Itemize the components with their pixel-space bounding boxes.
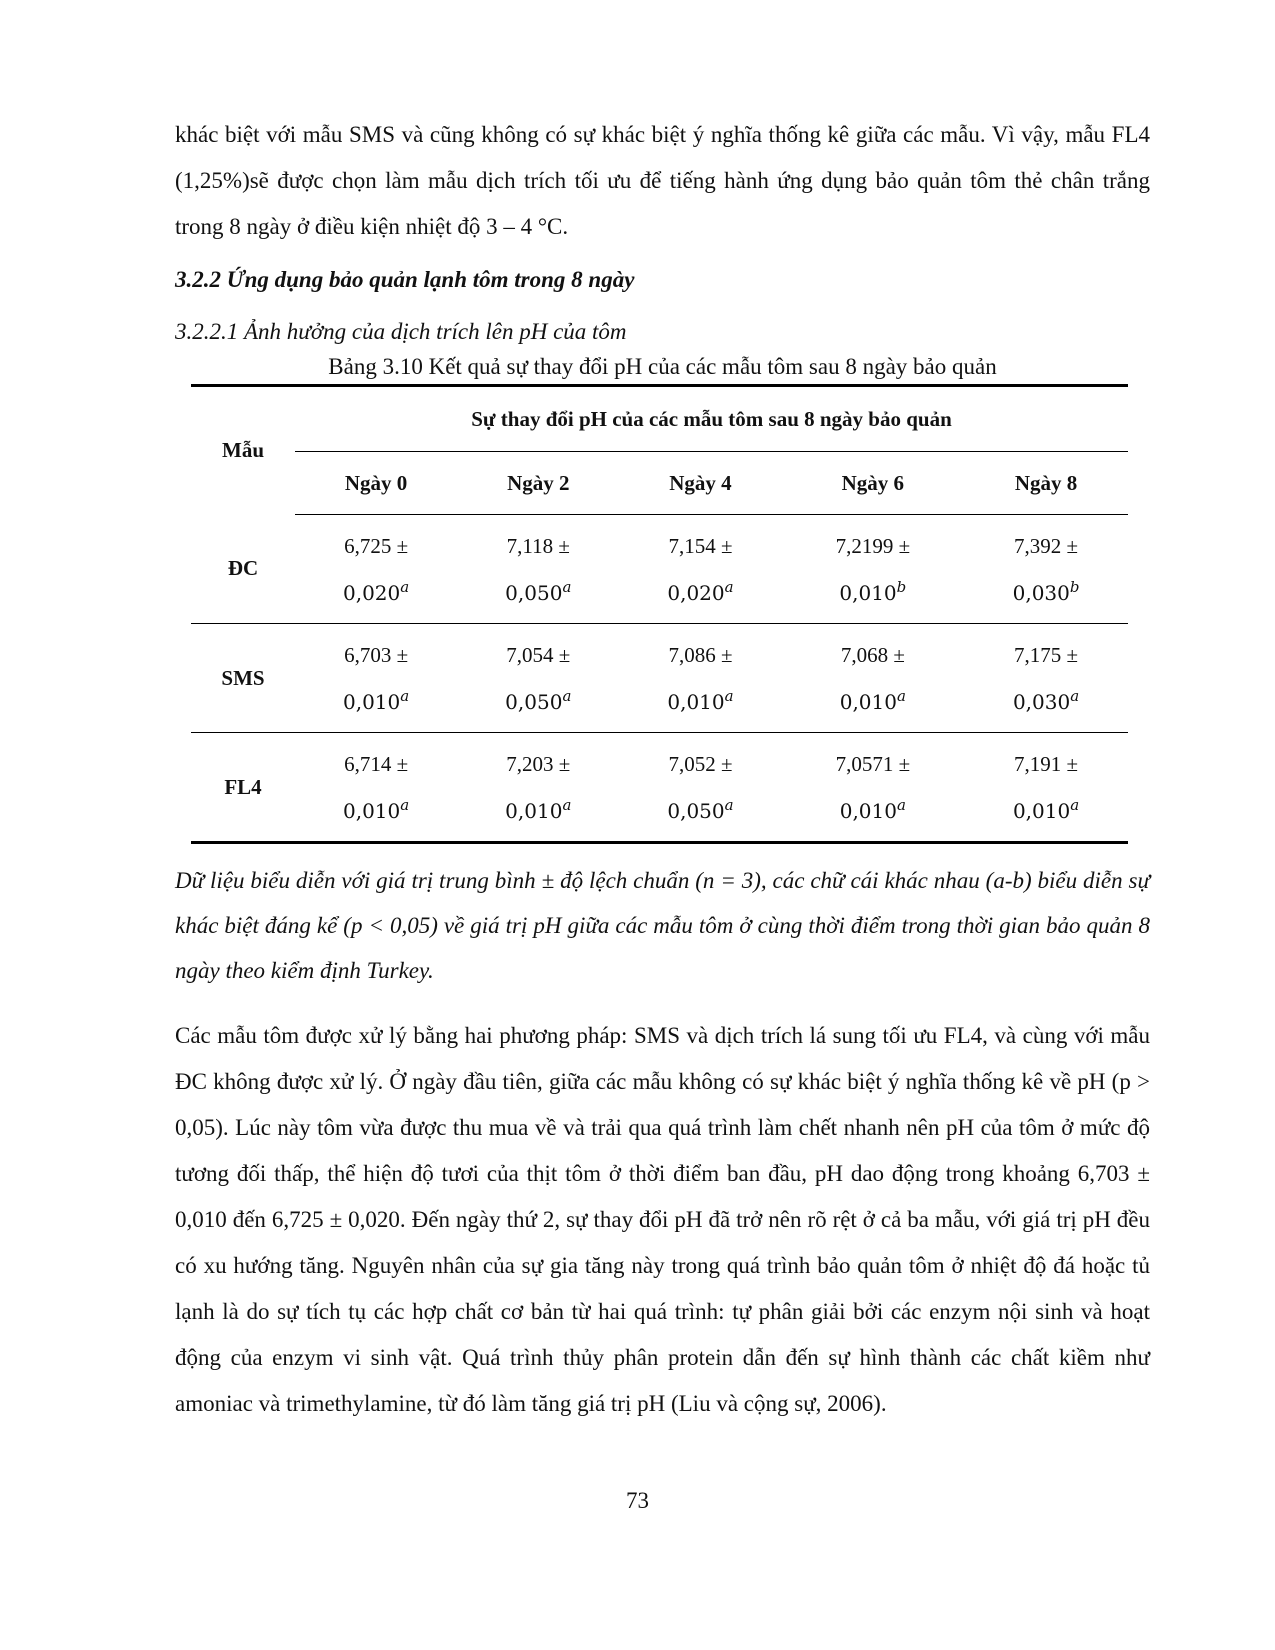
cell-sd: 0,010	[342, 690, 401, 714]
intro-paragraph: khác biệt với mẫu SMS và cũng không có sự khác biệt ý nghĩa thống kê giữa các mẫu. Vì vậy, mẫu FL4 (1,25%)sẽ được chọn làm mẫu dịch trích tối ưu để tiếng hành ứng dụng bảo quản tôm thẻ chân trắng trong 8 ngày ở điều kiện nhiệt độ 3 – 4 °C.	[175, 122, 1150, 239]
table-caption: Bảng 3.10 Kết quả sự thay đổi pH của các mẫu tôm sau 8 ngày bảo quản	[328, 354, 997, 379]
cell-group-letter: a	[562, 578, 572, 596]
cell-sd-line	[782, 567, 965, 613]
cell-group-letter: b	[896, 578, 907, 596]
cell-group-letter: a	[562, 687, 572, 705]
cell-mean: 7,154 ±	[668, 534, 733, 558]
cell-group-letter: a	[724, 796, 734, 814]
table-cell	[457, 733, 619, 843]
cell-sd-line	[457, 785, 619, 831]
cell-sd-line	[619, 567, 781, 613]
table-cell	[619, 515, 781, 624]
cell-sd: 0,010	[342, 799, 401, 823]
group-header: Sự thay đổi pH của các mẫu tôm sau 8 ngày bảo quản	[295, 386, 1128, 452]
cell-group-letter: a	[1070, 796, 1080, 814]
table-note: Dữ liệu biểu diễn với giá trị trung bình ± độ lệch chuẩn (n = 3), các chữ cái khác nhau (a-b) biểu diễn sự khác biệt đáng kể (p < 0,05) về giá trị pH giữa các mẫu tôm ở cùng thời điểm trong thời gian bảo quản 8 ngày theo kiểm định Turkey.	[175, 868, 1150, 983]
cell-sd: 0,010	[839, 581, 897, 605]
cell-mean: 7,0571 ±	[835, 752, 911, 776]
row-label: FL4	[224, 774, 262, 799]
cell-mean: 7,052 ±	[668, 752, 733, 776]
cell-group-letter: a	[400, 687, 410, 705]
cell-sd-line	[295, 676, 457, 722]
table-row	[191, 624, 1128, 733]
cell-sd-line	[782, 785, 965, 831]
table-body	[191, 515, 1128, 843]
cell-sd: 0,010	[667, 690, 725, 714]
cell-mean: 7,175 ±	[1014, 643, 1079, 667]
table-cell	[457, 515, 619, 624]
column-header: Ngày 2	[457, 452, 619, 515]
body-paragraph: Các mẫu tôm được xử lý bằng hai phương pháp: SMS và dịch trích lá sung tối ưu FL4, và cùng với mẫu ĐC không được xử lý. Ở ngày đầu tiên, giữa các mẫu không có sự khác biệt ý nghĩa thống kê về pH (p > 0,05). Lúc này tôm vừa được thu mua về và trải qua quá trình làm chết nhanh nên pH của tôm ở mức độ tương đối thấp, thể hiện độ tươi của thịt tôm ở thời điểm ban đầu, pH dao động trong khoảng 6,703 ± 0,010 đến 6,725 ± 0,020. Đến ngày thứ 2, sự thay đổi pH đã trở nên rõ rệt ở cả ba mẫu, với giá trị pH đều có xu hướng tăng. Nguyên nhân của sự gia tăng này trong quá trình bảo quản tôm ở nhiệt độ đá hoặc tủ lạnh là do sự tích tụ các hợp chất cơ bản từ hai quá trình: tự phân giải bởi các enzym nội sinh và hoạt động của enzym vi sinh vật. Quá trình thủy phân protein dẫn đến sự hình thành các chất kiềm như amoniac và trimethylamine, từ đó làm tăng giá trị pH (Liu và cộng sự, 2006).	[175, 1023, 1150, 1416]
cell-mean: 7,392 ±	[1014, 534, 1079, 558]
cell-mean: 6,714 ±	[344, 752, 409, 776]
subsection-heading: 3.2.2.1 Ảnh hưởng của dịch trích lên pH của tôm	[175, 319, 627, 344]
cell-sd-line	[295, 785, 457, 831]
table-cell	[964, 624, 1128, 733]
cell-mean: 7,203 ±	[506, 752, 571, 776]
cell-sd-line	[619, 676, 781, 722]
page-number: 73	[626, 1488, 649, 1513]
cell-sd: 0,010	[505, 799, 563, 823]
cell-sd: 0,050	[667, 799, 725, 823]
cell-group-letter: a	[1070, 687, 1080, 705]
table-cell	[295, 624, 457, 733]
cell-group-letter: a	[896, 796, 906, 814]
table-cell	[782, 624, 965, 733]
table-cell	[295, 515, 457, 624]
cell-group-letter: a	[724, 687, 734, 705]
cell-sd-line	[964, 785, 1128, 831]
cell-mean: 7,054 ±	[506, 643, 571, 667]
cell-mean: 7,2199 ±	[835, 534, 911, 558]
table-cell	[782, 515, 965, 624]
row-header: Mẫu	[222, 438, 264, 463]
cell-mean: 7,068 ±	[840, 643, 905, 667]
cell-mean: 7,191 ±	[1014, 752, 1079, 776]
cell-mean: 7,118 ±	[506, 534, 570, 558]
column-header: Ngày 6	[782, 452, 965, 515]
cell-group-letter: a	[724, 578, 734, 596]
cell-group-letter: a	[400, 796, 410, 814]
column-header: Ngày 0	[295, 452, 457, 515]
cell-sd: 0,010	[1012, 799, 1071, 823]
table-cell	[782, 733, 965, 843]
cell-mean: 6,703 ±	[344, 643, 409, 667]
cell-group-letter: b	[1069, 578, 1080, 596]
column-header: Ngày 8	[964, 452, 1128, 515]
cell-group-letter: a	[562, 796, 572, 814]
cell-mean: 6,725 ±	[344, 534, 409, 558]
cell-sd: 0,010	[839, 799, 897, 823]
cell-sd-line	[782, 676, 965, 722]
cell-sd: 0,050	[505, 690, 563, 714]
cell-sd: 0,050	[505, 581, 563, 605]
row-label: ĐC	[191, 515, 295, 624]
cell-sd: 0,020	[342, 581, 401, 605]
row-label: SMS	[191, 624, 295, 733]
cell-sd-line	[457, 676, 619, 722]
column-header: Ngày 4	[619, 452, 781, 515]
cell-sd-line	[964, 676, 1128, 722]
table-cell	[964, 733, 1128, 843]
table-cell	[964, 515, 1128, 624]
cell-mean: 7,086 ±	[668, 643, 733, 667]
cell-sd-line	[619, 785, 781, 831]
cell-sd-line	[964, 567, 1128, 613]
cell-sd: 0,030	[1012, 690, 1071, 714]
cell-sd: 0,030	[1012, 581, 1070, 605]
cell-sd-line	[295, 567, 457, 613]
cell-sd: 0,020	[667, 581, 725, 605]
table-row	[191, 515, 1128, 624]
ph-table	[191, 384, 1128, 844]
table-cell	[457, 624, 619, 733]
cell-sd-line	[457, 567, 619, 613]
page-content	[175, 112, 1150, 1427]
table-row	[191, 733, 1128, 843]
cell-group-letter: a	[896, 687, 906, 705]
table-cell	[619, 624, 781, 733]
section-heading: 3.2.2 Ứng dụng bảo quản lạnh tôm trong 8 ngày	[175, 267, 635, 292]
table-cell	[619, 733, 781, 843]
table-cell	[295, 733, 457, 843]
cell-group-letter: a	[400, 578, 410, 596]
cell-sd: 0,010	[839, 690, 897, 714]
